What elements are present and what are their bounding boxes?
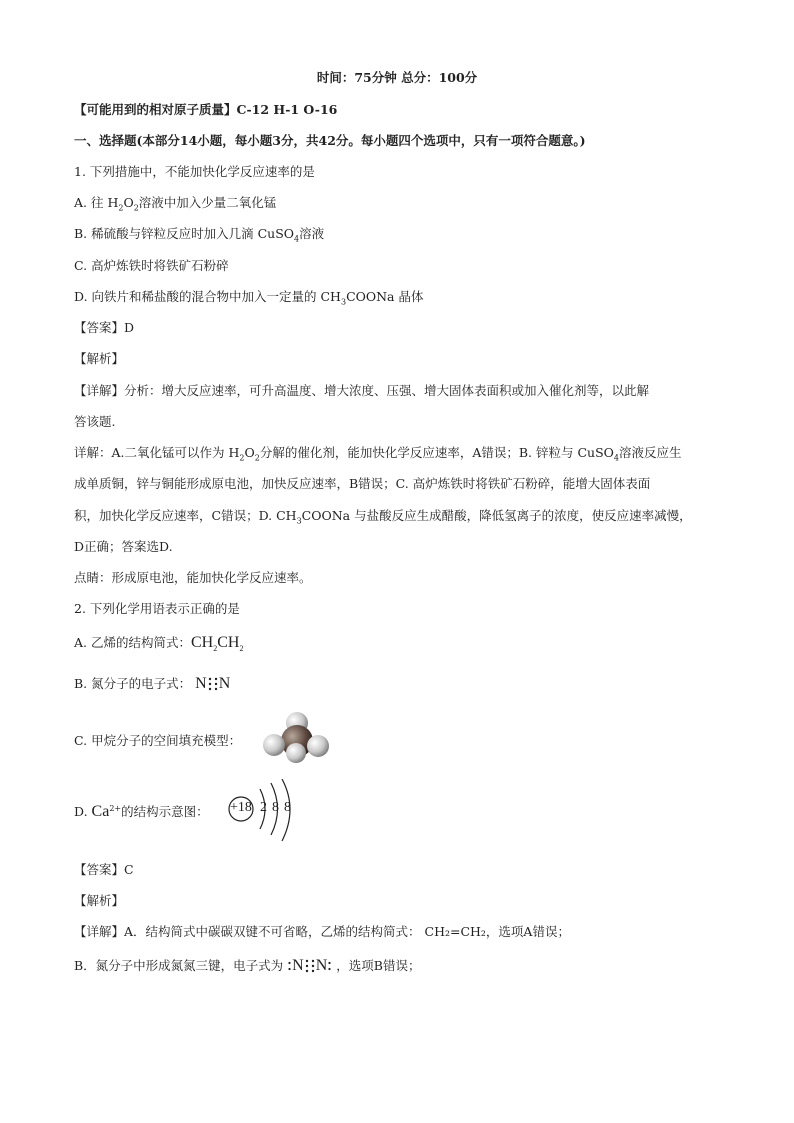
- q1-detail-line3: 详解：A.二氧化锰可以作为 $H_2O_2$分解的催化剂，能加快化学反应速率，A错误；B. 锌粒与 CuSO$_4$溶液反应生: [74, 445, 682, 463]
- q2-detail-b: B．氮分子中形成氮氮三键，电子式为 N N ，选项B错误；: [74, 957, 421, 974]
- atomic-mass-note: 【可能用到的相对原子质量】C-12 H-1 O-16: [74, 102, 338, 117]
- q1-detail-line6: D正确；答案选D.: [74, 539, 173, 554]
- nitrogen-full-electron-formula: N N: [287, 957, 336, 974]
- q1-tip: 点睛：形成原电池，能加快化学反应速率。: [74, 570, 312, 585]
- triple-bond-dots-icon: [304, 958, 316, 974]
- q2-answer: 【答案】C: [74, 862, 134, 877]
- q2-option-a: A. 乙烯的结构简式：$CH_2CH_2$: [74, 634, 244, 654]
- q1-detail-line2: 答该题.: [74, 414, 116, 429]
- lone-pair-right-icon: [327, 958, 332, 974]
- q2-detail-a: 【详解】A．结构简式中碳碳双键不可省略，乙烯的结构简式： CH₂=CH₂，选项A错误；: [74, 924, 570, 939]
- q1-option-d: D. 向铁片和稀盐酸的混合物中加入一定量的 $CH_3COONa$ 晶体: [74, 289, 424, 307]
- q1-option-c: C. 高炉炼铁时将铁矿石粉碎: [74, 258, 229, 273]
- q1-detail-line4: 成单质铜，锌与铜能形成原电池，加快反应速率，B错误；C. 高炉炼铁时将铁矿石粉碎，能增大固体表面: [74, 476, 651, 491]
- q1-answer: 【答案】D: [74, 320, 135, 335]
- ca-ion-structure-diagram: [222, 779, 302, 843]
- q2-option-d: D. $Ca^{2+}$的结构示意图：: [74, 803, 209, 820]
- methane-space-filling-model: [260, 709, 332, 765]
- q1-option-a: A. 往 $H_2O_2$溶液中加入少量二氧化锰: [74, 195, 277, 213]
- q1-detail-line1: 【详解】分析：增大反应速率，可升高温度、增大浓度、压强、增大固体表面积或加入催化剂等，以此解: [74, 383, 650, 398]
- q1-option-b: B. 稀硫酸与锌粒反应时加入几滴 CuSO$_4$溶液: [74, 226, 325, 244]
- q1-stem: 1. 下列措施中，不能加快化学反应速率的是: [74, 164, 315, 179]
- q2-stem: 2. 下列化学用语表示正确的是: [74, 601, 240, 616]
- q2-analysis-label: 【解析】: [74, 893, 125, 908]
- q1-analysis-label: 【解析】: [74, 351, 125, 366]
- shell-3-electrons: 8: [284, 800, 291, 815]
- shell-2-electrons: 8: [272, 800, 279, 815]
- q2-option-b: B. 氮分子的电子式： N N: [74, 675, 231, 692]
- shell-1-electrons: 2: [260, 800, 267, 815]
- ethylene-formula: $CH_2CH_2$: [190, 634, 244, 654]
- q1-detail-line5: 积，加快化学反应速率，C错误；D. $CH_3COONa$ 与盐酸反应生成醋酸，降低氢离子的浓度，使反应速率减慢，: [74, 508, 692, 526]
- triple-bond-dots-icon: [207, 676, 219, 692]
- nucleus-charge: +18: [230, 800, 252, 815]
- section-title: 一、选择题(本部分14小题，每小题3分，共42分。每小题四个选项中，只有一项符合题意。): [74, 133, 586, 148]
- q2-option-c: C. 甲烷分子的空间填充模型：: [74, 733, 242, 748]
- exam-time-score: 时间：75分钟 总分：100分: [316, 70, 478, 85]
- nitrogen-electron-formula: N N: [195, 675, 231, 692]
